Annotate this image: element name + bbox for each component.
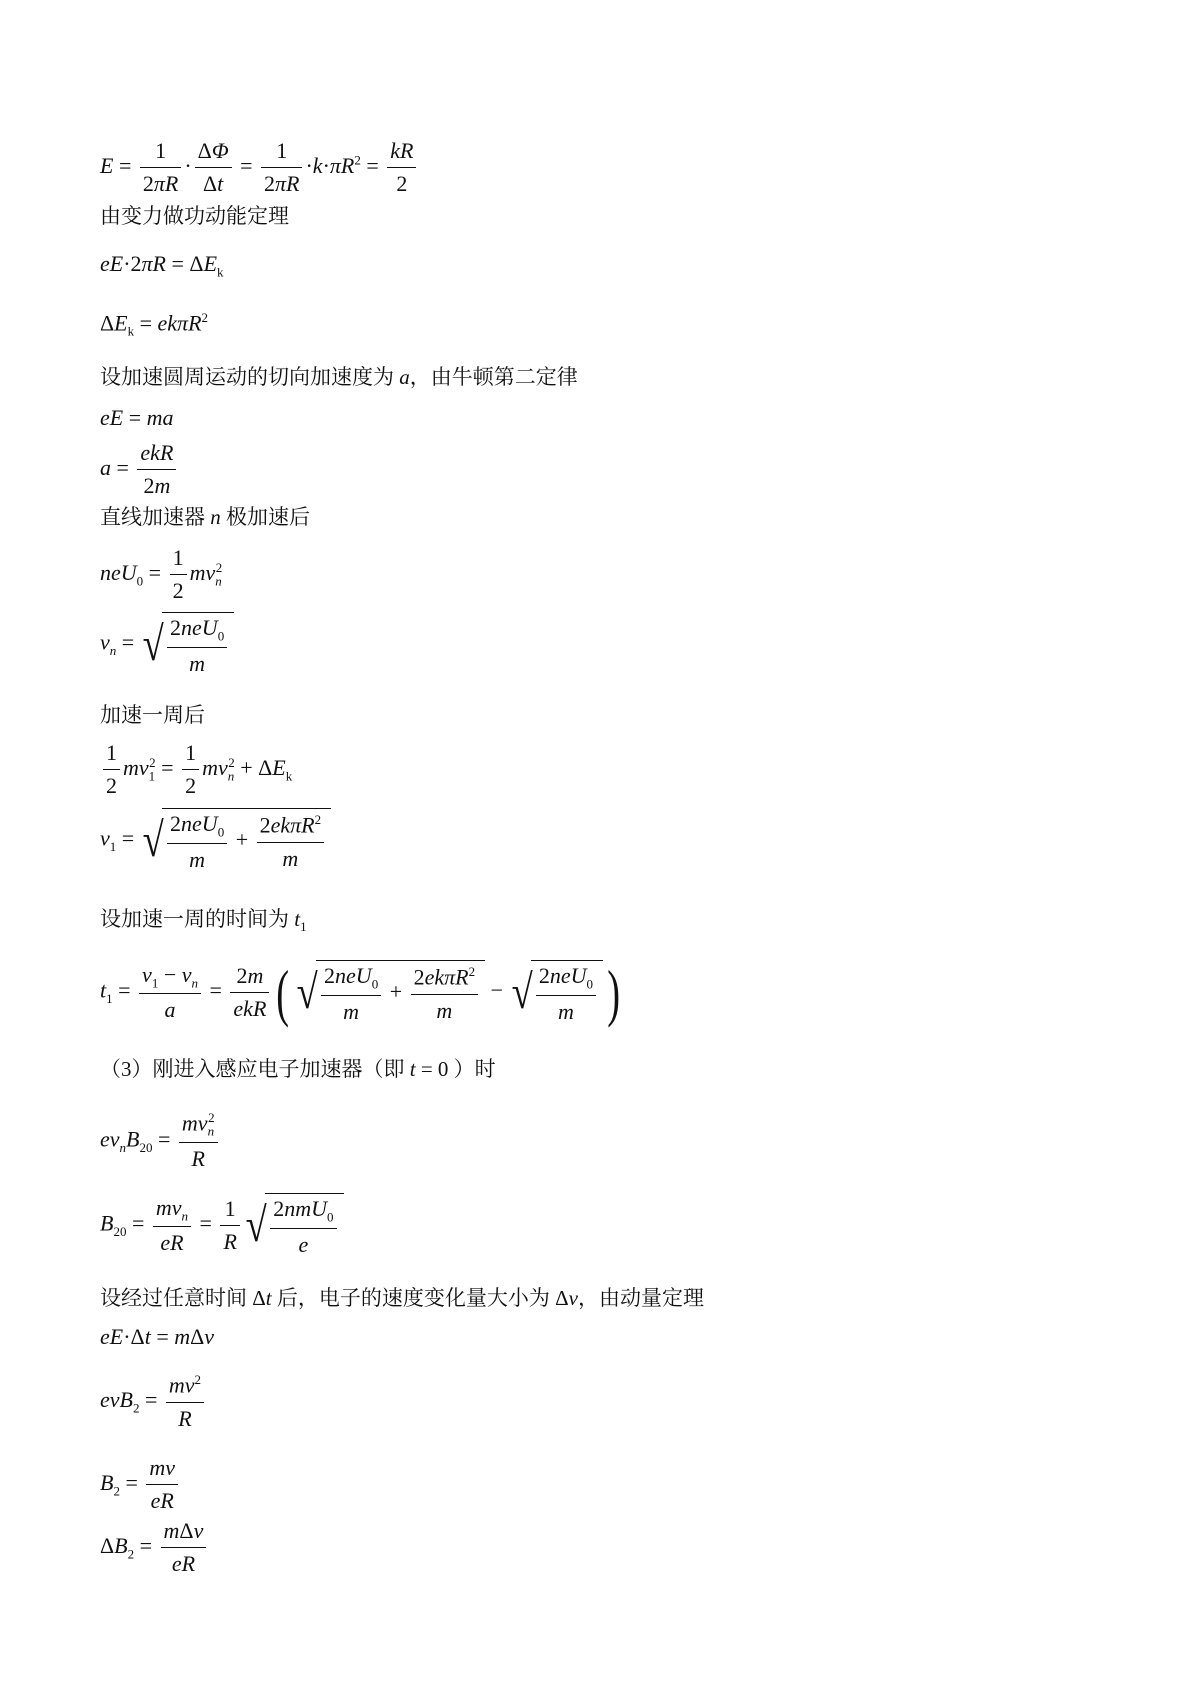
equation-t1: $t_1$ = $\frac{v_1 - v_n}{a}$ = $\frac{2m}{\text{ekR}}$ ( √ $\frac{2neU_0}{m}$ + $\frac{2ek\pi R^2}{m}$ − √ $\frac{2neU_0}{m}$ ) (100, 956, 621, 1028)
equation-impulse: eE·Δt = mΔv (100, 1324, 215, 1349)
equation-delta-Ek: $\Delta E_k = ek\pi R^2$ (100, 310, 209, 339)
equation-B20: $B_{20}$ = $\frac{mv_n}{eR}$ = $\frac{1}{R}$ √ $\frac{2nmU_0}{e}$ (100, 1193, 344, 1258)
text-one-turn-time: 设加速一周的时间为 $t_1$ (100, 907, 307, 935)
equation-E-induced: E = $\frac{1}{2\pi R}$ · $\frac{\Delta\Phi}{\Delta t}$ = $\frac{1}{2\pi R}$ $\cdot k\cdot\pi R^2$ = $\frac{kR}{2}$ (100, 138, 419, 198)
equation-one-turn-energy: $\frac{1}{2}$ $mv_1^2$ = $\frac{1}{2}$ $mv_n^2 + \Delta E_k$ (100, 740, 292, 800)
text-linear-accelerator: 直线加速器 n 极加速后 (100, 505, 310, 529)
equation-newton: eE = ma (100, 405, 174, 430)
equation-work-energy: $eE\cdot 2\pi R = \Delta E_k$ (100, 251, 224, 280)
text-work-energy-theorem: 由变力做功动能定理 (100, 204, 289, 228)
equation-lorentz-initial: $ev_nB_{20}$ = $\frac{mv_n^2}{R}$ (100, 1110, 221, 1173)
text-impulse-theorem: 设经过任意时间 Δt 后，电子的速度变化量大小为 Δv，由动量定理 (100, 1286, 704, 1310)
text-after-one-turn: 加速一周后 (100, 703, 205, 727)
equation-delta-B2: $\Delta B_2$ = $\frac{\text{mΔv}}{eR}$ (100, 1518, 209, 1578)
equation-vn: $v_n$ = √ $\frac{2neU_0}{m}$ (100, 612, 234, 677)
equation-v1: $v_1$ = √ $\frac{2neU_0}{m}$ + $\frac{2ek\pi R^2}{m}$ (100, 808, 331, 873)
equation-lorentz: evB$_2$ = $\frac{mv^2}{R}$ (100, 1372, 207, 1432)
text-part-3: （3）刚进入感应电子加速器（即 t = 0 ）时 (100, 1057, 496, 1081)
equation-accel: a = $\frac{\text{ekR}}{2m}$ (100, 440, 179, 500)
equation-B2: $B_2$ = $\frac{mv}{eR}$ (100, 1455, 181, 1515)
text-tangential-accel: 设加速圆周运动的切向加速度为 a，由牛顿第二定律 (100, 365, 578, 389)
equation-linear-energy: neU$_0$ = $\frac{1}{2}$ $mv_n^2$ (100, 545, 223, 604)
